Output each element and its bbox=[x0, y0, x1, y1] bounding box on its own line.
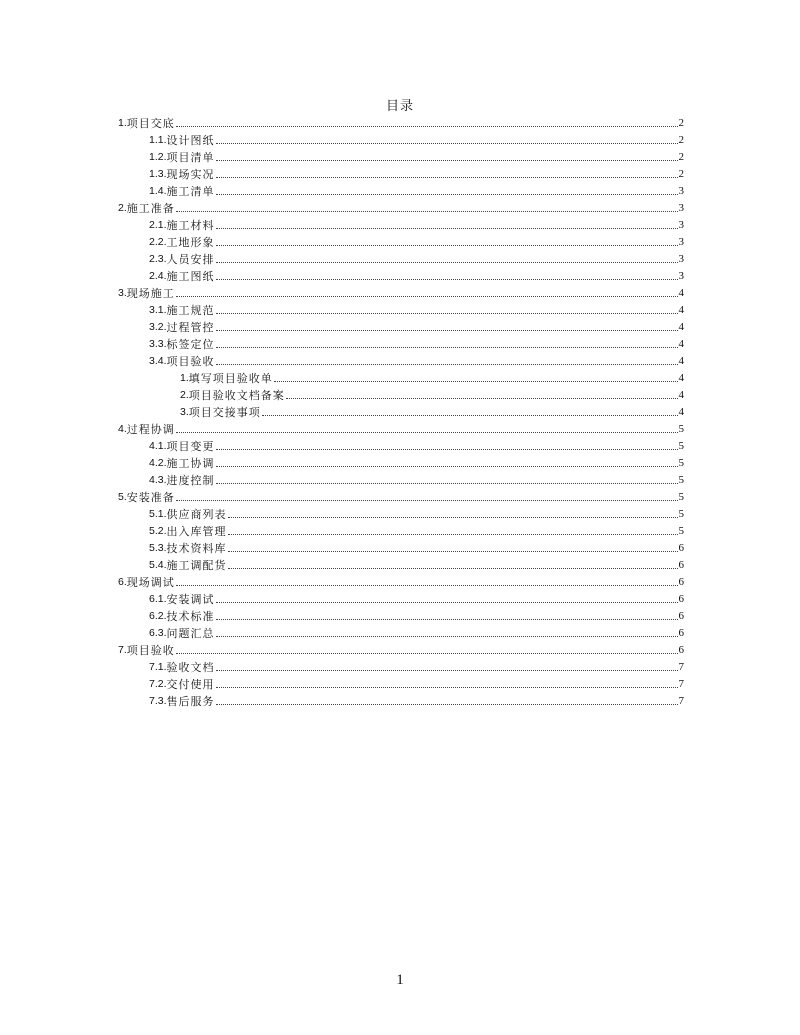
toc-dot-leader bbox=[216, 160, 678, 161]
toc-entry-number: 3. bbox=[118, 287, 127, 299]
toc-entry-number: 4.1. bbox=[149, 440, 167, 452]
toc-entry[interactable] bbox=[118, 317, 684, 334]
toc-entry-page: 4 bbox=[678, 338, 684, 350]
toc-entry-number: 6.3. bbox=[149, 627, 167, 639]
toc-entry[interactable] bbox=[118, 589, 684, 606]
toc-entry[interactable] bbox=[118, 674, 684, 691]
toc-entry-number: 5.3. bbox=[149, 542, 167, 554]
toc-entry[interactable] bbox=[118, 487, 684, 504]
toc-entry-number: 2.4. bbox=[149, 270, 167, 282]
toc-entry-title: 进度控制 bbox=[166, 474, 215, 487]
toc-entry-page: 3 bbox=[678, 202, 684, 214]
toc-dot-leader bbox=[216, 143, 678, 144]
toc-entry[interactable] bbox=[118, 198, 684, 215]
toc-entry-number: 5.4. bbox=[149, 559, 167, 571]
toc-dot-leader bbox=[216, 364, 678, 365]
toc-dot-leader bbox=[216, 177, 678, 178]
toc-entry[interactable] bbox=[118, 623, 684, 640]
toc-entry-title: 项目验收文档备案 bbox=[188, 389, 285, 402]
toc-dot-leader bbox=[216, 262, 678, 263]
toc-entry-title: 施工准备 bbox=[126, 202, 175, 215]
toc-entry[interactable] bbox=[118, 249, 684, 266]
toc-entry-page: 7 bbox=[678, 695, 684, 707]
toc-entry-title: 问题汇总 bbox=[166, 627, 215, 640]
toc-dot-leader bbox=[216, 449, 678, 450]
toc-entry-page: 2 bbox=[678, 168, 684, 180]
toc-entry-page: 6 bbox=[678, 576, 684, 588]
toc-entry[interactable] bbox=[118, 113, 684, 130]
toc-entry-number: 2. bbox=[180, 389, 189, 401]
toc-entry[interactable] bbox=[118, 470, 684, 487]
toc-entry-title: 现场调试 bbox=[126, 576, 175, 589]
toc-entry-number: 2.3. bbox=[149, 253, 167, 265]
toc-entry-title: 安装调试 bbox=[166, 593, 215, 606]
toc-dot-leader bbox=[216, 483, 678, 484]
toc-entry-page: 4 bbox=[678, 389, 684, 401]
toc-entry-page: 2 bbox=[678, 134, 684, 146]
toc-entry-title: 过程协调 bbox=[126, 423, 175, 436]
toc-dot-leader bbox=[216, 619, 678, 620]
toc-entry-number: 6. bbox=[118, 576, 127, 588]
toc-entry-page: 5 bbox=[678, 491, 684, 503]
toc-entry-number: 1. bbox=[180, 372, 189, 384]
toc-entry-page: 2 bbox=[678, 117, 684, 129]
toc-entry[interactable] bbox=[118, 419, 684, 436]
toc-entry[interactable] bbox=[118, 266, 684, 283]
toc-entry-number: 7. bbox=[118, 644, 127, 656]
toc-entry[interactable] bbox=[118, 385, 684, 402]
toc-entry-number: 1.2. bbox=[149, 151, 167, 163]
toc-entry[interactable] bbox=[118, 164, 684, 181]
toc-dot-leader bbox=[216, 245, 678, 246]
toc-entry-title: 项目交底 bbox=[126, 117, 175, 130]
toc-entry[interactable] bbox=[118, 402, 684, 419]
toc-entry[interactable] bbox=[118, 504, 684, 521]
toc-dot-leader bbox=[274, 381, 678, 382]
toc-dot-leader bbox=[216, 687, 678, 688]
toc-dot-leader bbox=[228, 551, 678, 552]
toc-dot-leader bbox=[216, 313, 678, 314]
toc-entry-page: 4 bbox=[678, 406, 684, 418]
toc-entry-title: 项目验收 bbox=[126, 644, 175, 657]
toc-entry-number: 7.2. bbox=[149, 678, 167, 690]
toc-entry-title: 工地形象 bbox=[166, 236, 215, 249]
toc-entry-number: 6.2. bbox=[149, 610, 167, 622]
toc-dot-leader bbox=[216, 704, 678, 705]
toc-entry[interactable] bbox=[118, 283, 684, 300]
toc-entry-page: 6 bbox=[678, 627, 684, 639]
toc-entry-number: 1.4. bbox=[149, 185, 167, 197]
toc-entry-page: 5 bbox=[678, 457, 684, 469]
toc-entry[interactable] bbox=[118, 147, 684, 164]
toc-entry-number: 1. bbox=[118, 117, 127, 129]
toc-entry-title: 项目交接事项 bbox=[188, 406, 261, 419]
toc-entry-title: 施工清单 bbox=[166, 185, 215, 198]
toc-entry-page: 6 bbox=[678, 644, 684, 656]
toc-entry-title: 施工调配货 bbox=[166, 559, 227, 572]
toc-entry-title: 项目清单 bbox=[166, 151, 215, 164]
toc-entry-number: 6.1. bbox=[149, 593, 167, 605]
toc-entry-title: 交付使用 bbox=[166, 678, 215, 691]
toc-entry-page: 5 bbox=[678, 423, 684, 435]
toc-entry-number: 3.1. bbox=[149, 304, 167, 316]
toc-entry-title: 供应商列表 bbox=[166, 508, 227, 521]
toc-entry[interactable] bbox=[118, 606, 684, 623]
toc-entry[interactable] bbox=[118, 657, 684, 674]
toc-entry-title: 安装准备 bbox=[126, 491, 175, 504]
toc-entry-page: 4 bbox=[678, 355, 684, 367]
toc-dot-leader bbox=[216, 636, 678, 637]
toc-entry-title: 填写项目验收单 bbox=[188, 372, 273, 385]
toc-dot-leader bbox=[176, 653, 678, 654]
toc-entry-page: 3 bbox=[678, 219, 684, 231]
toc-entry-number: 4.3. bbox=[149, 474, 167, 486]
toc-entry-page: 3 bbox=[678, 236, 684, 248]
toc-dot-leader bbox=[228, 534, 678, 535]
toc-dot-leader bbox=[176, 432, 678, 433]
toc-entry[interactable] bbox=[118, 232, 684, 249]
toc-entry[interactable] bbox=[118, 640, 684, 657]
toc-dot-leader bbox=[216, 466, 678, 467]
toc-entry[interactable] bbox=[118, 453, 684, 470]
toc-dot-leader bbox=[216, 602, 678, 603]
toc-dot-leader bbox=[228, 517, 678, 518]
toc-entry-number: 1.3. bbox=[149, 168, 167, 180]
toc-entry-title: 出入库管理 bbox=[166, 525, 227, 538]
toc-entry-number: 5.2. bbox=[149, 525, 167, 537]
page-number: 1 bbox=[396, 972, 404, 988]
toc-entry-number: 3.3. bbox=[149, 338, 167, 350]
toc-entry-title: 项目变更 bbox=[166, 440, 215, 453]
toc-entry-number: 3. bbox=[180, 406, 189, 418]
toc-entry-page: 5 bbox=[678, 474, 684, 486]
toc-entry-title: 人员安排 bbox=[166, 253, 215, 266]
toc-entry-number: 4.2. bbox=[149, 457, 167, 469]
toc-entry[interactable] bbox=[118, 215, 684, 232]
toc-dot-leader bbox=[262, 415, 678, 416]
toc-entry-title: 技术标准 bbox=[166, 610, 215, 623]
toc-entry-number: 2. bbox=[118, 202, 127, 214]
toc-entry[interactable] bbox=[118, 130, 684, 147]
toc-entry-page: 6 bbox=[678, 610, 684, 622]
toc-dot-leader bbox=[216, 330, 678, 331]
toc-entry-number: 2.2. bbox=[149, 236, 167, 248]
toc-entry-title: 验收文档 bbox=[166, 661, 215, 674]
toc-entry-number: 7.3. bbox=[149, 695, 167, 707]
toc-entry-title: 施工材料 bbox=[166, 219, 215, 232]
toc-entry-page: 3 bbox=[678, 185, 684, 197]
toc-dot-leader bbox=[216, 670, 678, 671]
toc-entry-page: 6 bbox=[678, 542, 684, 554]
toc-entry-title: 现场实况 bbox=[166, 168, 215, 181]
toc-entry-title: 过程管控 bbox=[166, 321, 215, 334]
toc-entry-number: 3.4. bbox=[149, 355, 167, 367]
toc-entry[interactable] bbox=[118, 555, 684, 572]
toc-entry-page: 6 bbox=[678, 559, 684, 571]
toc-title: 目录 bbox=[385, 99, 414, 114]
toc-entry[interactable] bbox=[118, 351, 684, 368]
toc-entry[interactable] bbox=[118, 334, 684, 351]
toc-entry-title: 施工规范 bbox=[166, 304, 215, 317]
toc-dot-leader bbox=[176, 500, 678, 501]
toc-entry-page: 7 bbox=[678, 661, 684, 673]
toc-dot-leader bbox=[216, 347, 678, 348]
toc-entry-number: 2.1. bbox=[149, 219, 167, 231]
toc-entry-page: 4 bbox=[678, 304, 684, 316]
toc-entry-page: 2 bbox=[678, 151, 684, 163]
toc-entry-page: 3 bbox=[678, 253, 684, 265]
toc-dot-leader bbox=[176, 211, 678, 212]
toc-entry-page: 4 bbox=[678, 287, 684, 299]
toc-entry-number: 5.1. bbox=[149, 508, 167, 520]
toc-entry-page: 5 bbox=[678, 440, 684, 452]
toc-entry-page: 4 bbox=[678, 372, 684, 384]
toc-entry-page: 5 bbox=[678, 525, 684, 537]
toc-entry[interactable] bbox=[118, 368, 684, 385]
toc-entry-title: 现场施工 bbox=[126, 287, 175, 300]
toc-entry-page: 3 bbox=[678, 270, 684, 282]
toc-entry[interactable] bbox=[118, 521, 684, 538]
toc-dot-leader bbox=[176, 585, 678, 586]
toc-entry[interactable] bbox=[118, 436, 684, 453]
toc-entry-page: 5 bbox=[678, 508, 684, 520]
toc-entry-title: 设计图纸 bbox=[166, 134, 215, 147]
toc-dot-leader bbox=[286, 398, 678, 399]
toc-entry[interactable] bbox=[118, 572, 684, 589]
toc-entry-number: 3.2. bbox=[149, 321, 167, 333]
toc-entry[interactable] bbox=[118, 181, 684, 198]
toc-dot-leader bbox=[176, 126, 678, 127]
toc-entry-number: 7.1. bbox=[149, 661, 167, 673]
toc-entry-page: 4 bbox=[678, 321, 684, 333]
toc-entry-title: 施工图纸 bbox=[166, 270, 215, 283]
toc-entry-title: 售后服务 bbox=[166, 695, 215, 708]
toc-entry-page: 7 bbox=[678, 678, 684, 690]
toc-dot-leader bbox=[216, 194, 678, 195]
toc-entry-title: 技术资料库 bbox=[166, 542, 227, 555]
table-of-contents bbox=[118, 113, 684, 708]
toc-entry[interactable] bbox=[118, 538, 684, 555]
toc-dot-leader bbox=[216, 279, 678, 280]
toc-entry-title: 项目验收 bbox=[166, 355, 215, 368]
toc-entry[interactable] bbox=[118, 300, 684, 317]
toc-entry-page: 6 bbox=[678, 593, 684, 605]
toc-entry-number: 4. bbox=[118, 423, 127, 435]
toc-entry-number: 5. bbox=[118, 491, 127, 503]
toc-entry-title: 施工协调 bbox=[166, 457, 215, 470]
toc-dot-leader bbox=[228, 568, 678, 569]
toc-dot-leader bbox=[216, 228, 678, 229]
toc-entry-title: 标签定位 bbox=[166, 338, 215, 351]
toc-dot-leader bbox=[176, 296, 678, 297]
toc-entry[interactable] bbox=[118, 691, 684, 708]
toc-entry-number: 1.1. bbox=[149, 134, 167, 146]
